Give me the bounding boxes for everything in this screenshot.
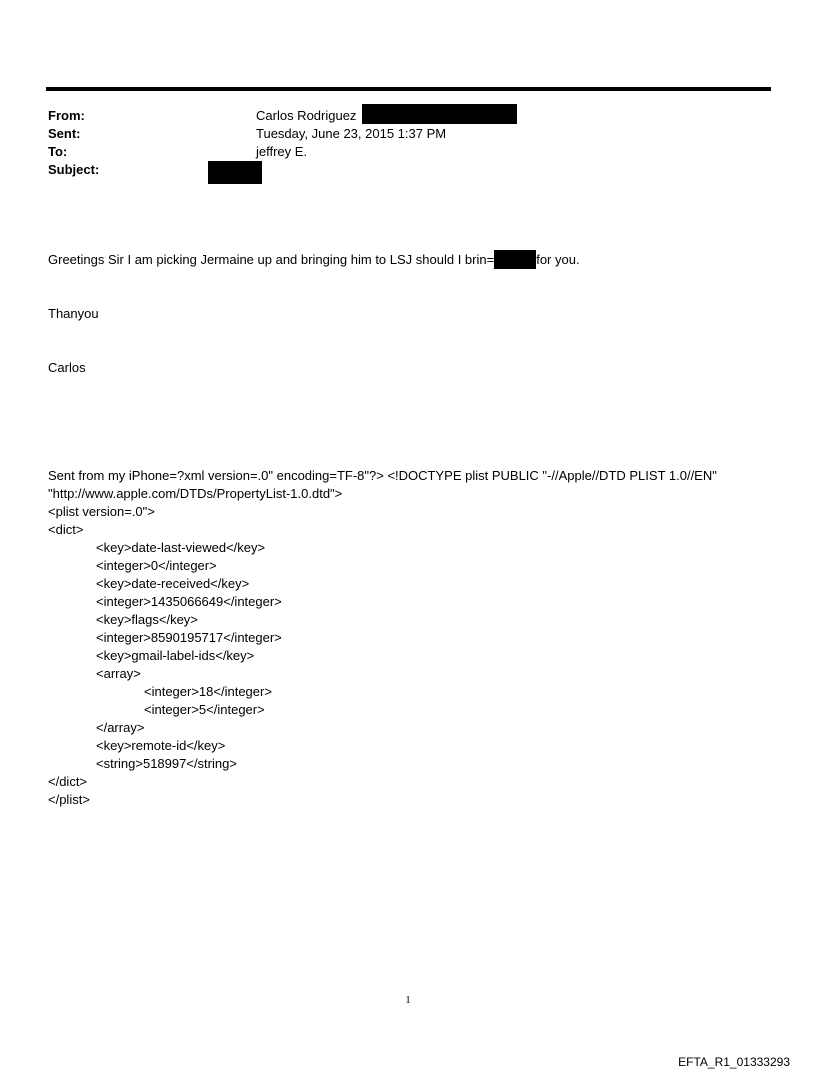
- plist-line: </dict>: [48, 774, 88, 789]
- redaction-box: [494, 250, 536, 269]
- message-text-before: Greetings Sir I am picking Jermaine up and bringing him to LSJ should I brin=: [48, 252, 495, 267]
- sent-label: Sent:: [48, 126, 81, 141]
- plist-line: <integer>0</integer>: [96, 558, 217, 573]
- document-id: EFTA_R1_01333293: [678, 1055, 790, 1069]
- sent-row: [48, 125, 768, 143]
- message-line: Thanyou: [48, 306, 99, 321]
- from-name: Carlos Rodriguez: [256, 108, 357, 123]
- redaction-box: [362, 104, 517, 124]
- plist-line: </plist>: [48, 792, 90, 807]
- plist-line: Sent from my iPhone=?xml version=.0" encoding=TF-8"?> <!DOCTYPE plist PUBLIC "-//Apple//DTD PLIST 1.0//EN": [48, 468, 717, 483]
- plist-line: <key>flags</key>: [96, 612, 198, 627]
- from-row: [48, 107, 768, 125]
- page-number: 1: [405, 994, 411, 1006]
- to-label: To:: [48, 144, 68, 159]
- to-value: jeffrey E.: [256, 144, 308, 159]
- plist-line: <key>gmail-label-ids</key>: [96, 648, 255, 663]
- plist-line: <array>: [96, 666, 141, 681]
- sent-value: Tuesday, June 23, 2015 1:37 PM: [256, 126, 447, 141]
- message-text-after: for you.: [536, 252, 580, 267]
- header-rule: [46, 87, 771, 91]
- message-line: [48, 251, 768, 269]
- email-header: [48, 107, 768, 179]
- spacer: [48, 413, 768, 431]
- plist-line: <integer>1435066649</integer>: [96, 594, 282, 609]
- plist-line: <string>518997</string>: [96, 756, 237, 771]
- plist-line: <integer>8590195717</integer>: [96, 630, 282, 645]
- plist-line: <dict>: [48, 522, 84, 537]
- from-label: From:: [48, 108, 85, 123]
- from-value: [256, 107, 517, 125]
- message-body: [48, 215, 768, 827]
- plist-line: <key>date-last-viewed</key>: [96, 540, 266, 555]
- subject-row: [48, 161, 768, 179]
- plist-line: <key>date-received</key>: [96, 576, 250, 591]
- plist-line: <integer>18</integer>: [144, 684, 272, 699]
- plist-line: "http://www.apple.com/DTDs/PropertyList-1.0.dtd">: [48, 486, 343, 501]
- to-row: [48, 143, 768, 161]
- plist-block: [48, 467, 768, 809]
- plist-line: <plist version=.0">: [48, 504, 155, 519]
- plist-line: <key>remote-id</key>: [96, 738, 226, 753]
- plist-line: <integer>5</integer>: [144, 702, 265, 717]
- subject-redaction-box: [208, 161, 262, 184]
- subject-label: Subject:: [48, 162, 100, 177]
- plist-line: </array>: [96, 720, 145, 735]
- message-line: Carlos: [48, 360, 86, 375]
